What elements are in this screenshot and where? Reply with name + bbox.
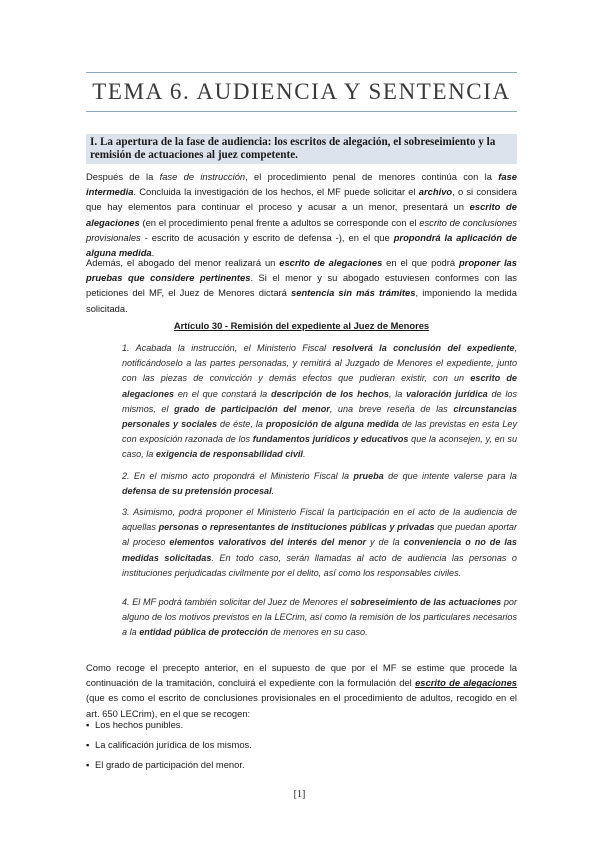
page-title: TEMA 6. AUDIENCIA Y SENTENCIA [92, 79, 511, 104]
article-clause-2: 2. En el mismo acto propondrá el Ministerio Fiscal la prueba de que intente valerse para la defensa de su pretensión procesal. [122, 471, 517, 497]
bullet-marker: ▪ [86, 739, 90, 750]
paragraph-precept: Como recoge el precepto anterior, en el supuesto de que por el MF se estime que procede la continuación de la tramitación, concluirá el expediente con la formulación del escrito de alegaciones (que es como el escrito de conclusiones provisionales en el procedimiento de adultos, recogido en el art. 650 LECrim), en el que se recogen: [86, 662, 517, 719]
article-clause-1: 1. Acabada la instrucción, el Ministerio Fiscal resolverá la conclusión del expediente, notificándoselo a las partes personadas, y remitirá al Juzgado de Menores el expediente, junto con las piezas de convicción y demás efectos que pudieran existir, con un escrito de alegaciones en el que constará la descripción de los hechos, la valoración jurídica de los mismos, el grado de participación del menor, una breve reseña de las circunstancias personales y sociales de éste, la proposición de alguna medida de las previstas en esta Ley con exposición razonada de los fundamentos jurídicos y educativos que la aconsejen, y, en su caso, la exigencia de responsabilidad civil. [122, 343, 517, 460]
list-item: ▪ Los hechos punibles. [86, 719, 184, 730]
article-clause-4: 4. El MF podrá también solicitar del Juez de Menores el sobreseimiento de las actuaciones por alguno de los motivos previstos en la LECrim, así como la remisión de los particulares necesarios a la entidad pública de protección de menores en su caso. [122, 597, 518, 638]
bullet-marker: ▪ [86, 719, 90, 730]
paragraph-defense: Además, el abogado del menor realizará un escrito de alegaciones en el que podrá proponer las pruebas que considere pertinentes. Si el menor y su abogado estuviesen conformes con las peticiones del MF, el Juez de Menores dictará sentencia sin más trámites, imponiendo la medida solicitada. [86, 257, 517, 314]
title-rule-bottom [86, 111, 517, 112]
paragraph-intro: Después de la fase de instrucción, el procedimiento penal de menores continúa con la fase intermedia. Concluida la investigación de los hechos, el MF puede solicitar el archivo, o si considera que hay elementos para continuar el proceso y acusar a un menor, presentará un escrito de alegaciones (en el procedimiento penal frente a adultos se corresponde con el escrito de conclusiones provisionales - escrito de acusación y escrito de defensa -), en el que propondrá la aplicación de alguna medida. [86, 171, 518, 259]
list-item: ▪ El grado de participación del menor. [86, 759, 245, 770]
section-heading: I. La apertura de la fase de audiencia: los escritos de alegación, el sobreseimiento y la remisión de actuaciones al juez competente. [86, 134, 517, 164]
bullet-marker: ▪ [86, 759, 90, 770]
page-number: [1] [293, 789, 306, 800]
list-item: ▪ La calificación jurídica de los mismos. [86, 739, 252, 750]
article-heading: Artículo 30 - Remisión del expediente al Juez de Menores [173, 320, 430, 331]
article-clause-3: 3. Asimismo, podrá proponer el Ministerio Fiscal la participación en el acto de la audiencia de aquellas personas o representantes de instituciones públicas y privadas que puedan aportar al proceso elementos valorativos del interés del menor y de la conveniencia o no de las medidas solicitadas. En todo caso, serán llamadas al acto de audiencia las personas o instituciones perjudicadas civilmente por el delito, así como los responsables civiles. [122, 507, 517, 578]
title-rule-top [86, 72, 517, 73]
